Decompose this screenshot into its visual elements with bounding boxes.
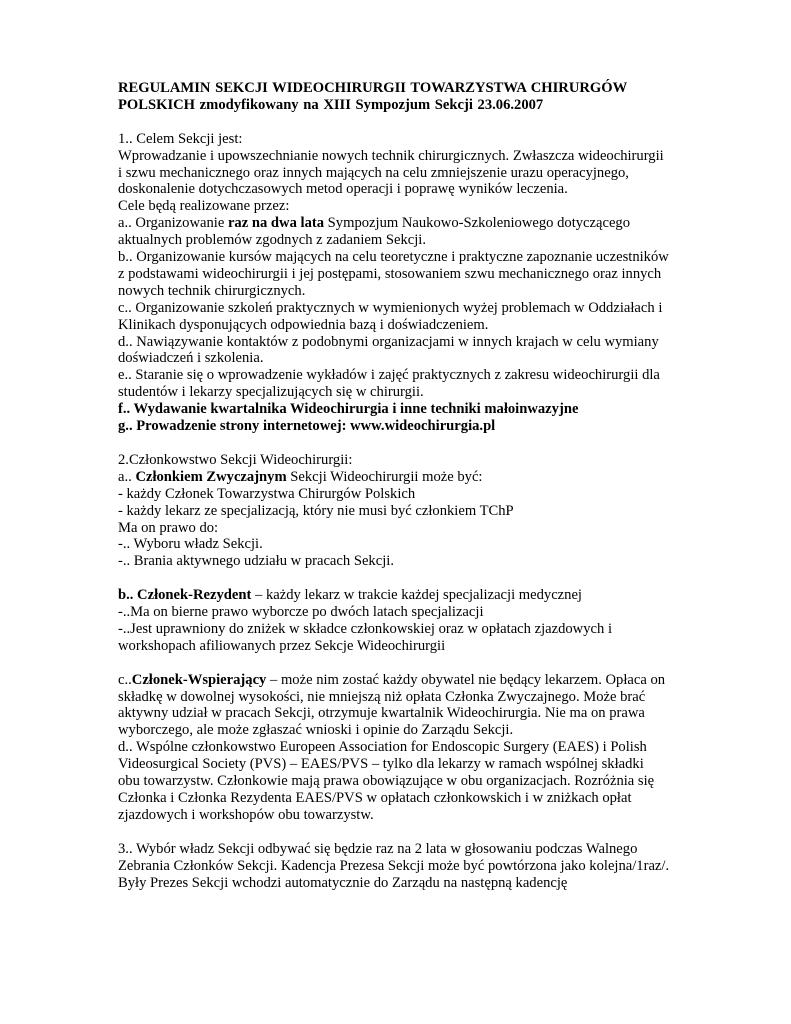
section-3 [118,841,678,892]
item-text: Sympozjum Naukowo-Szkoleniowego dotyczącego [324,215,631,232]
item-emphasis: Członkiem Zwyczajnym [135,468,287,485]
list-item-c [118,672,678,689]
paragraph-line: doświadczeń i szkolenia. [118,350,264,367]
paragraph-line: -..Ma on bierne prawo wyborcze po dwóch latach specjalizacji [118,604,484,621]
list-item-f: f.. Wydawanie kwartalnika Wideochirurgia i inne techniki małoinwazyjne [118,401,579,418]
item-emphasis: b.. Członek-Rezydent [118,587,252,604]
section-heading: 2.Członkowstwo Sekcji Wideochirurgii: [118,451,353,468]
item-text: a.. [118,468,136,485]
title-line: REGULAMIN SEKCJI WIDEOCHIRURGII TOWARZYSTWA CHIRURGÓW [118,80,628,96]
paragraph-line: i szwu mechanicznego oraz innych mających na celu zmniejszenie urazu operacyjnego, [118,164,629,181]
item-text: Sekcji Wideochirurgii może być: [286,468,483,485]
paragraph-line: aktualnych problemów zgodnych z zadaniem Sekcji. [118,232,426,249]
title-line: POLSKICH zmodyfikowany na XIII Sympozjum Sekcji 23.06.2007 [118,96,544,113]
paragraph-line: studentów i lekarzy specjalizujących się w chirurgii. [118,384,424,401]
paragraph-line: Członka i Członka Rezydenta EAES/PVS w opłatach członkowskich i w zniżkach opłat [118,790,632,806]
paragraph-line: -.. Brania aktywnego udziału w pracach Sekcji. [118,553,394,570]
paragraph-line: 3.. Wybór władz Sekcji odbywać się będzie raz na 2 lata w głosowaniu podczas Walnego [118,840,638,857]
item-emphasis: raz na dwa lata [227,215,325,232]
paragraph-line: - każdy Członek Towarzystwa Chirurgów Polskich [118,485,416,502]
list-item-a [118,215,678,232]
paragraph-line: Klinikach dysponujących odpowiednia bazą i doświadczeniem. [118,316,489,333]
paragraph-line: - każdy lekarz ze specjalizacją, który nie musi być członkiem TChP [118,502,514,519]
paragraph-line: z podstawami wideochirurgii i jej postępami, stosowaniem szwu mechanicznego oraz innych [118,265,662,282]
item-text: – każdy lekarz w trakcie każdej specjalizacji medycznej [251,587,582,604]
paragraph-line: Zebrania Członków Sekcji. Kadencja Prezesa Sekcji może być powtórzona jako kolejna/1raz/. [118,857,670,874]
paragraph-line: zjazdowych i workshopów obu towarzystw. [118,806,374,823]
paragraph-line: Ma on prawo do: [118,519,219,536]
paragraph-line: nowych technik chirurgicznych. [118,282,306,299]
document-title [118,80,678,114]
paragraph-line: wyborczego, ale może zgłaszać wnioski i opinie do Zarządu Sekcji. [118,722,514,739]
paragraph-line: Videosurgical Society (PVS) – EAES/PVS – tylko dla lekarzy w ramach wspólnej składki [118,756,644,773]
paragraph-line: -..Jest uprawniony do zniżek w składce członkowskiej oraz w opłatach zjazdowych i [118,620,612,637]
list-item-g: g.. Prowadzenie strony internetowej: www.wideochirurgia.pl [118,418,496,435]
paragraph-line: Wprowadzanie i upowszechnianie nowych technik chirurgicznych. Zwłaszcza wideochirurgii [118,147,664,164]
paragraph-line: workshopach afiliowanych przez Sekcje Wideochirurgii [118,637,446,654]
section-1 [118,131,678,435]
list-item-c: c.. Organizowanie szkoleń praktycznych w wymienionych wyżej problemach w Oddziałach i [118,299,663,316]
paragraph-line: aktywny udział w pracach Sekcji, otrzymuje kwartalnik Wideochirurgia. Nie ma on prawa [118,705,645,722]
list-item-b [118,587,678,604]
paragraph-line: obu towarzystw. Członkowie mają prawa obowiązujące w obu organizacjach. Rozróżnia się [118,773,655,790]
section-2 [118,452,678,824]
paragraph-line: Cele będą realizowane przez: [118,198,290,215]
paragraph-line: -.. Wyboru władz Sekcji. [118,536,263,553]
list-item-a [118,469,678,486]
item-text: c.. [118,671,132,688]
item-text: – może nim zostać każdy obywatel nie będący lekarzem. Opłaca on [266,671,666,688]
paragraph-line: składkę w dowolnej wysokości, nie mniejszą niż opłata Członka Zwyczajnego. Może brać [118,688,646,705]
list-item-d: d.. Nawiązywanie kontaktów z podobnymi organizacjami w innych krajach w celu wymiany [118,333,659,350]
item-text: a.. Organizowanie [118,215,228,232]
list-item-b: b.. Organizowanie kursów mających na celu teoretyczne i praktyczne zapoznanie uczestników [118,249,669,266]
paragraph-line: doskonalenie dotychczasowych metod operacji i poprawę wyników leczenia. [118,181,568,198]
item-emphasis: Członek-Wspierający [131,671,267,688]
section-heading: 1.. Celem Sekcji jest: [118,130,243,147]
paragraph-line: Były Prezes Sekcji wchodzi automatycznie do Zarządu na następną kadencję [118,874,568,891]
list-item-d: d.. Wspólne członkowstwo Europeen Association for Endoscopic Surgery (EAES) i Polish [118,739,647,756]
document-page [118,80,678,891]
list-item-e: e.. Staranie się o wprowadzenie wykładów i zajęć praktycznych z zakresu wideochirurgii dla [118,367,660,384]
